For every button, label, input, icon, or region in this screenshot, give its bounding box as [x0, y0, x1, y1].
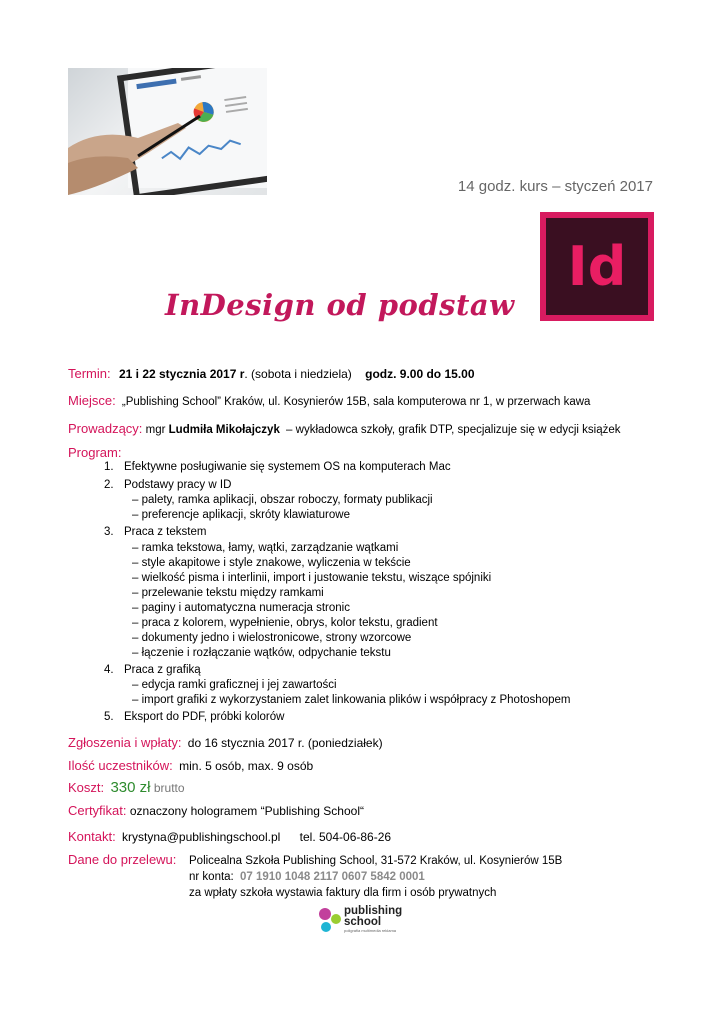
- przelew-account-label: nr konta:: [189, 871, 234, 883]
- program-subitem: – łączenie i rozłączanie wątków, odpychanie tekstu: [132, 646, 668, 661]
- logo-wordmark: [344, 906, 402, 928]
- program-subitem: – import grafiki z wykorzystaniem zalet linkowania plików i współpracy z Photoshopem: [132, 693, 668, 708]
- program-subitem: – praca z kolorem, wypełnienie, obrys, kolor tekstu, gradient: [132, 616, 668, 631]
- program-section-item: [104, 663, 668, 679]
- program-section: [68, 445, 668, 726]
- logo-circles-icon: [316, 906, 344, 936]
- program-section-item: [104, 525, 668, 541]
- page-title: InDesign od podstaw: [165, 288, 515, 322]
- program-section-number: 3.: [104, 526, 114, 538]
- termin-hours: godz. 9.00 do 15.00: [365, 367, 475, 381]
- program-section-title: Eksport do PDF, próbki kolorów: [124, 711, 285, 723]
- ilosc-label: Ilość uczestników:: [68, 758, 173, 773]
- program-section-title: Efektywne posługiwanie się systemem OS na komputerach Mac: [124, 461, 451, 473]
- program-subitem: – style akapitowe i style znakowe, wyliczenia w tekście: [132, 556, 668, 571]
- program-subitem: – wielkość pisma i interlinii, import i justowanie tekstu, wiszące spójniki: [132, 571, 668, 586]
- program-subitem: – dokumenty jedno i wielostronicowe, strony wzorcowe: [132, 631, 668, 646]
- indesign-logo: [540, 212, 654, 321]
- program-subitem: – preferencje aplikacji, skróty klawiaturowe: [132, 508, 668, 523]
- ilosc-value: min. 5 osób, max. 9 osób: [179, 759, 314, 773]
- koszt-suffix: brutto: [153, 781, 185, 795]
- certyfikat-row: [68, 803, 364, 818]
- termin-days: . (sobota i niedziela): [244, 367, 352, 381]
- program-subitem: – paginy i automatyczna numeracja stronic: [132, 601, 668, 616]
- program-label: Program:: [68, 445, 122, 460]
- prowadzacy-label: Prowadzący:: [68, 421, 143, 436]
- koszt-row: [68, 779, 185, 796]
- przelew-row: [68, 852, 176, 867]
- miejsce-value: „Publishing School” Kraków, ul. Kosynierów 15B, sala komputerowa nr 1, w przerwach kawa: [121, 396, 591, 408]
- program-section-title: Praca z tekstem: [124, 526, 207, 538]
- ilosc-row: [68, 758, 313, 773]
- prowadzacy-desc: – wykładowca szkoły, grafik DTP, specjalizuje się w edycji książek: [286, 424, 621, 436]
- kontakt-label: Kontakt:: [68, 829, 116, 844]
- program-section-title: Podstawy pracy w ID: [124, 478, 232, 491]
- program-list: [68, 460, 668, 726]
- kontakt-email[interactable]: krystyna@publishingschool.pl: [122, 830, 281, 844]
- program-section-item: [104, 710, 668, 726]
- logo-line2: school: [344, 916, 382, 928]
- miejsce-label: Miejsce:: [68, 393, 116, 408]
- course-subtitle: 14 godz. kurs – styczeń 2017: [457, 178, 653, 195]
- certyfikat-value: oznaczony hologramem “Publishing School“: [129, 804, 364, 818]
- zgloszenia-label: Zgłoszenia i wpłaty:: [68, 735, 182, 750]
- przelew-line1: Policealna Szkoła Publishing School, 31-572 Kraków, ul. Kosynierów 15B: [189, 855, 563, 867]
- program-section-item: [104, 478, 668, 494]
- indesign-logo-text: Id: [546, 218, 648, 315]
- prowadzacy-name: Ludmiła Mikołajczyk: [168, 424, 280, 436]
- logo-tagline: poligrafia multimedia reklama: [344, 928, 397, 933]
- zgloszenia-value: do 16 stycznia 2017 r. (poniedziałek): [187, 736, 383, 750]
- kontakt-row: [68, 829, 391, 844]
- program-subitem: – ramka tekstowa, łamy, wątki, zarządzanie wątkami: [132, 541, 668, 556]
- prowadzacy-row: [68, 421, 621, 436]
- hero-photo: [68, 68, 267, 195]
- publishing-school-logo: [316, 904, 416, 936]
- termin-label: Termin:: [68, 366, 111, 381]
- koszt-label: Koszt:: [68, 780, 105, 795]
- program-section-number: 5.: [104, 711, 114, 723]
- program-section-number: 4.: [104, 663, 114, 676]
- termin-row: [68, 366, 475, 381]
- przelew-details: [189, 853, 562, 901]
- program-section-item: [104, 460, 668, 476]
- miejsce-row: [68, 393, 590, 408]
- logo-line1: publishing: [344, 905, 403, 917]
- program-section-number: 2.: [104, 478, 114, 491]
- zgloszenia-row: [68, 735, 383, 750]
- termin-dates: 21 i 22 stycznia 2017 r: [118, 367, 245, 381]
- program-subitem: – palety, ramka aplikacji, obszar roboczy, formaty publikacji: [132, 493, 668, 508]
- program-section-number: 1.: [104, 461, 114, 473]
- przelew-account-line: [189, 869, 562, 885]
- prowadzacy-prefix: mgr: [145, 424, 166, 436]
- certyfikat-label: Certyfikat:: [68, 803, 127, 818]
- koszt-amount: 330 zł: [110, 779, 151, 796]
- przelew-line3: za wpłaty szkoła wystawia faktury dla firm i osób prywatnych: [189, 887, 497, 899]
- program-section-title: Praca z grafiką: [124, 663, 201, 676]
- przelew-label: Dane do przelewu:: [68, 852, 177, 867]
- program-subitem: – przelewanie tekstu między ramkami: [132, 586, 668, 601]
- przelew-account: 07 1910 1048 2117 0607 5842 0001: [239, 871, 425, 883]
- program-subitem: – edycja ramki graficznej i jej zawartości: [132, 678, 668, 693]
- kontakt-phone: tel. 504-06-86-26: [299, 830, 392, 844]
